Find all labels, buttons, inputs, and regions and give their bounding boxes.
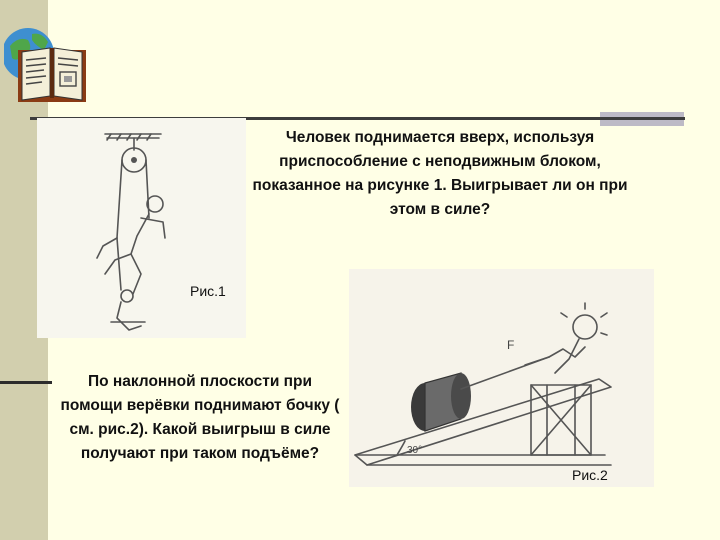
figure-1-pulley-sketch [37,118,246,338]
question-1-text: Человек поднимается вверх, используя приспособление с неподвижным блоком, показанное на рисунке 1. Выигрывает ли он при этом в силе? [252,129,628,218]
side-rule [0,381,52,384]
figure-2-angle-label: 30° [407,445,423,456]
figure-2-caption: Рис.2 [572,467,608,483]
figure-1-caption: Рис.1 [190,283,226,299]
svg-text:F: F [507,338,515,352]
question-2-text: По наклонной плоскости при помощи верёвки поднимают бочку ( см. рис.2). Какой выигрыш в силе получают при таком подъёме? [60,373,340,462]
globe-book-icon [4,10,92,106]
figure-2-inclined-plane-sketch [349,269,654,487]
